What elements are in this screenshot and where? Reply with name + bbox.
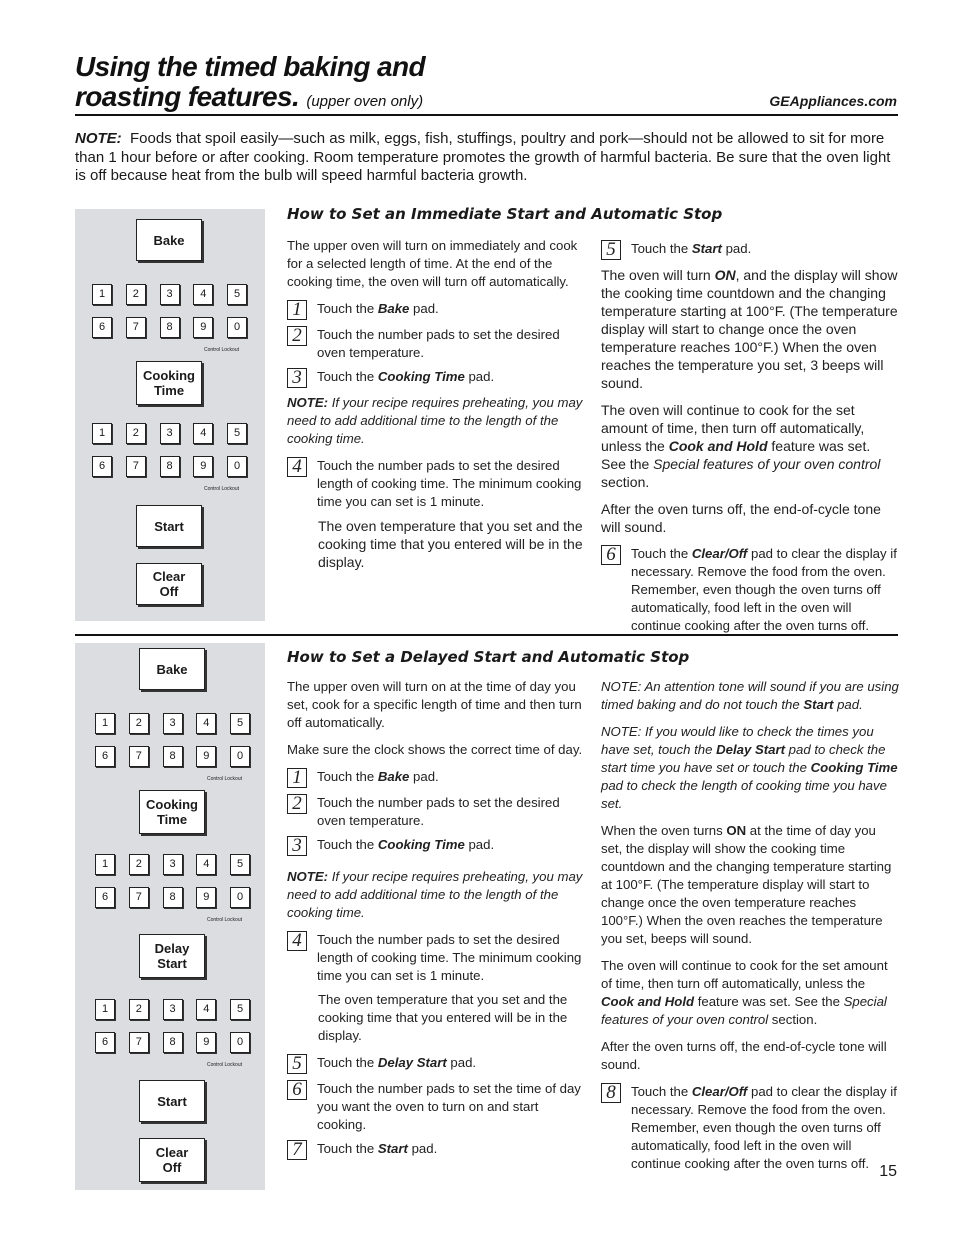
number-keypad [95, 999, 250, 1068]
key-9[interactable]: 9 [193, 456, 213, 477]
key-2[interactable]: 2 [129, 854, 149, 875]
key-3[interactable]: 3 [163, 713, 183, 734]
number-keypad [95, 713, 250, 782]
step-number: 3 [287, 368, 307, 388]
key-6[interactable]: 6 [95, 746, 115, 767]
section1-intro: The upper oven will turn on immediately and cook for a selected length of time. At the end of the cooking time, the oven will turn off automatically. [287, 238, 578, 289]
key-8[interactable]: 8 [163, 1032, 183, 1053]
clock-reminder: Make sure the clock shows the correct time of day. [287, 742, 583, 757]
key-6[interactable]: 6 [95, 887, 115, 908]
key-8[interactable]: 8 [160, 456, 180, 477]
step-number: 1 [287, 300, 307, 320]
key-9[interactable]: 9 [196, 887, 216, 908]
step-number: 5 [287, 1054, 307, 1074]
preheat-note: NOTE: If your recipe requires preheating, you may need to add additional time to the length of the cooking time. [287, 395, 583, 446]
key-6[interactable]: 6 [92, 317, 112, 338]
key-5[interactable]: 5 [227, 423, 247, 444]
key-row [95, 999, 250, 1020]
key-5[interactable]: 5 [230, 713, 250, 734]
step-number: 8 [601, 1083, 621, 1103]
step-number: 3 [287, 836, 307, 856]
key-row [95, 887, 250, 908]
note-label: NOTE: [75, 130, 122, 147]
section1-left-column [287, 237, 585, 580]
key-0[interactable]: 0 [230, 887, 250, 908]
step-6: 6 Touch the number pads to set the time of day you want the oven to turn on and start cooking. [287, 1080, 585, 1134]
key-9[interactable]: 9 [196, 1032, 216, 1053]
title-line-2: roasting features. [75, 81, 300, 112]
key-4[interactable]: 4 [193, 284, 213, 305]
header-divider [75, 114, 898, 116]
number-keypad [92, 284, 247, 353]
section2-intro: The upper oven will turn on at the time of day you set, cook for a specific length of time and then turn off automatically. [287, 679, 582, 730]
step-1: 1 Touch the Bake pad. [287, 300, 585, 320]
step-number: 4 [287, 931, 307, 951]
clear-off-pad[interactable]: Clear Off [136, 563, 202, 605]
key-0[interactable]: 0 [230, 1032, 250, 1053]
step-2: 2 Touch the number pads to set the desired oven temperature. [287, 794, 585, 830]
key-1[interactable]: 1 [95, 713, 115, 734]
key-1[interactable]: 1 [92, 423, 112, 444]
section1-right-column [601, 240, 899, 641]
key-row [95, 854, 250, 875]
step-number: 7 [287, 1140, 307, 1160]
section-heading-immediate: How to Set an Immediate Start and Automatic Stop [287, 205, 723, 223]
key-4[interactable]: 4 [196, 713, 216, 734]
check-times-note: NOTE: If you would like to check the times you have set, touch the Delay Start pad to check the start time you have set or touch the Cooking Time pad to check the length of cooking time you have set. [601, 724, 898, 811]
key-row [92, 423, 247, 444]
key-0[interactable]: 0 [230, 746, 250, 767]
key-8[interactable]: 8 [163, 887, 183, 908]
page-number: 15 [879, 1163, 897, 1180]
cooking-time-pad[interactable]: Cooking Time [139, 790, 205, 834]
key-5[interactable]: 5 [227, 284, 247, 305]
step-1: 1 Touch the Bake pad. [287, 768, 585, 788]
key-2[interactable]: 2 [129, 999, 149, 1020]
section2-right-column [601, 678, 899, 1179]
key-8[interactable]: 8 [160, 317, 180, 338]
delay-start-pad[interactable]: Delay Start [139, 934, 205, 978]
key-1[interactable]: 1 [95, 999, 115, 1020]
oven-on-description: The oven will turn ON, and the display will show the cooking time countdown and the changing temperature starting at 100°F. (The temperature display will start to change once the oven temperature reaches 100°F.) When the oven reaches the temperature you set, 3 beeps will sound. [601, 267, 898, 391]
step-2: 2 Touch the number pads to set the desired oven temperature. [287, 326, 585, 362]
key-9[interactable]: 9 [196, 746, 216, 767]
number-keypad [95, 854, 250, 923]
key-7[interactable]: 7 [129, 1032, 149, 1053]
key-7[interactable]: 7 [126, 317, 146, 338]
key-row [92, 456, 247, 477]
keypad-panel-delayed [75, 643, 265, 1190]
key-7[interactable]: 7 [129, 746, 149, 767]
section-heading-delayed: How to Set a Delayed Start and Automatic Stop [287, 648, 690, 666]
key-row [92, 317, 247, 338]
step-3: 3 Touch the Cooking Time pad. [287, 836, 585, 856]
step-number: 5 [601, 240, 621, 260]
continue-cook-description: The oven will continue to cook for the set amount of time, then turn off automatically, unless the Cook and Hold feature was set. See the Special features of your oven control section. [601, 958, 888, 1027]
section2-left-column [287, 678, 585, 1166]
step-7: 7 Touch the Start pad. [287, 1140, 585, 1160]
end-tone-description: After the oven turns off, the end-of-cycle tone will sound. [601, 501, 881, 535]
key-row [92, 284, 247, 305]
preheat-note: NOTE: If your recipe requires preheating, you may need to add additional time to the length of the cooking time. [287, 869, 583, 920]
key-4[interactable]: 4 [196, 999, 216, 1020]
step-5: 5 Touch the Delay Start pad. [287, 1054, 585, 1074]
key-9[interactable]: 9 [193, 317, 213, 338]
key-4[interactable]: 4 [196, 854, 216, 875]
step-8: 8 Touch the Clear/Off pad to clear the display if necessary. Remove the food from the oven. Remember, even though the oven turns off automatically, food left in the oven will continue cooking after the oven turns off. [601, 1083, 899, 1173]
step-4: 4 Touch the number pads to set the desired length of cooking time. The minimum cooking time you can set is 1 minute. [287, 457, 585, 511]
food-safety-note [75, 130, 898, 186]
key-row [95, 746, 250, 767]
page-title [75, 52, 425, 117]
number-keypad [92, 423, 247, 492]
key-6[interactable]: 6 [95, 1032, 115, 1053]
step-number: 2 [287, 326, 307, 346]
key-3[interactable]: 3 [160, 423, 180, 444]
key-7[interactable]: 7 [126, 456, 146, 477]
control-lockout-label: Control Lockout [206, 776, 242, 782]
key-5[interactable]: 5 [230, 854, 250, 875]
step-number: 1 [287, 768, 307, 788]
key-1[interactable]: 1 [95, 854, 115, 875]
control-lockout-label: Control Lockout [206, 917, 242, 923]
title-line-1: Using the timed baking and [75, 51, 425, 82]
title-subtitle: (upper oven only) [306, 93, 424, 110]
display-note: The oven temperature that you set and the cooking time that you entered will be in the display. [318, 992, 568, 1043]
end-tone-description: After the oven turns off, the end-of-cycle tone will sound. [601, 1039, 887, 1072]
cooking-time-pad[interactable]: Cooking Time [136, 361, 202, 405]
step-number: 6 [601, 545, 621, 565]
step-number: 2 [287, 794, 307, 814]
control-lockout-label: Control Lockout [206, 1062, 242, 1068]
display-note: The oven temperature that you set and the cooking time that you entered will be in the display. [318, 518, 583, 570]
key-0[interactable]: 0 [227, 317, 247, 338]
step-5: 5 Touch the Start pad. [601, 240, 899, 260]
step-4: 4 Touch the number pads to set the desired length of cooking time. The minimum cooking time you can set is 1 minute. [287, 931, 585, 985]
keypad-panel-immediate [75, 209, 265, 621]
key-6[interactable]: 6 [92, 456, 112, 477]
oven-on-description: When the oven turns ON at the time of day you set, the display will show the cooking time countdown and the changing temperature starting at 100°F. (The temperature display will start to change once the oven temperature reaches 100°F.) When the oven reaches the temperature you set, beeps will sound. [601, 823, 892, 946]
key-3[interactable]: 3 [160, 284, 180, 305]
key-5[interactable]: 5 [230, 999, 250, 1020]
key-3[interactable]: 3 [163, 854, 183, 875]
key-7[interactable]: 7 [129, 887, 149, 908]
step-6: 6 Touch the Clear/Off pad to clear the display if necessary. Remove the food from the oven. Remember, even though the oven turns off automatically, food left in the oven will continue cooking after the oven turns off. [601, 545, 899, 635]
step-number: 6 [287, 1080, 307, 1100]
clear-off-pad[interactable]: Clear Off [139, 1138, 205, 1182]
start-pad[interactable]: Start [136, 505, 202, 547]
key-8[interactable]: 8 [163, 746, 183, 767]
control-lockout-label: Control Lockout [203, 486, 239, 492]
key-2[interactable]: 2 [129, 713, 149, 734]
key-1[interactable]: 1 [92, 284, 112, 305]
key-row [95, 713, 250, 734]
key-4[interactable]: 4 [193, 423, 213, 444]
website-link[interactable]: GEAppliances.com [769, 93, 897, 109]
section-divider [75, 634, 898, 636]
continue-cook-description: The oven will continue to cook for the set amount of time, then turn off automatically, unless the Cook and Hold feature was set. See the Special features of your oven control section. [601, 402, 881, 490]
control-lockout-label: Control Lockout [203, 347, 239, 353]
key-row [95, 1032, 250, 1053]
bake-pad[interactable]: Bake [136, 219, 202, 261]
key-0[interactable]: 0 [227, 456, 247, 477]
key-2[interactable]: 2 [126, 423, 146, 444]
start-pad[interactable]: Start [139, 1080, 205, 1122]
attention-tone-note: NOTE: An attention tone will sound if you are using timed baking and do not touch the Start pad. [601, 679, 899, 712]
step-number: 4 [287, 457, 307, 477]
note-text: Foods that spoil easily—such as milk, eggs, fish, stuffings, poultry and pork—should not be allowed to sit for more than 1 hour before or after cooking. Room temperature promotes the growth of harmful bacteria. Be sure that the oven light is off because heat from the bulb will speed harmful bacteria growth. [75, 130, 891, 184]
key-3[interactable]: 3 [163, 999, 183, 1020]
key-2[interactable]: 2 [126, 284, 146, 305]
step-3: 3 Touch the Cooking Time pad. [287, 368, 585, 388]
bake-pad[interactable]: Bake [139, 648, 205, 690]
